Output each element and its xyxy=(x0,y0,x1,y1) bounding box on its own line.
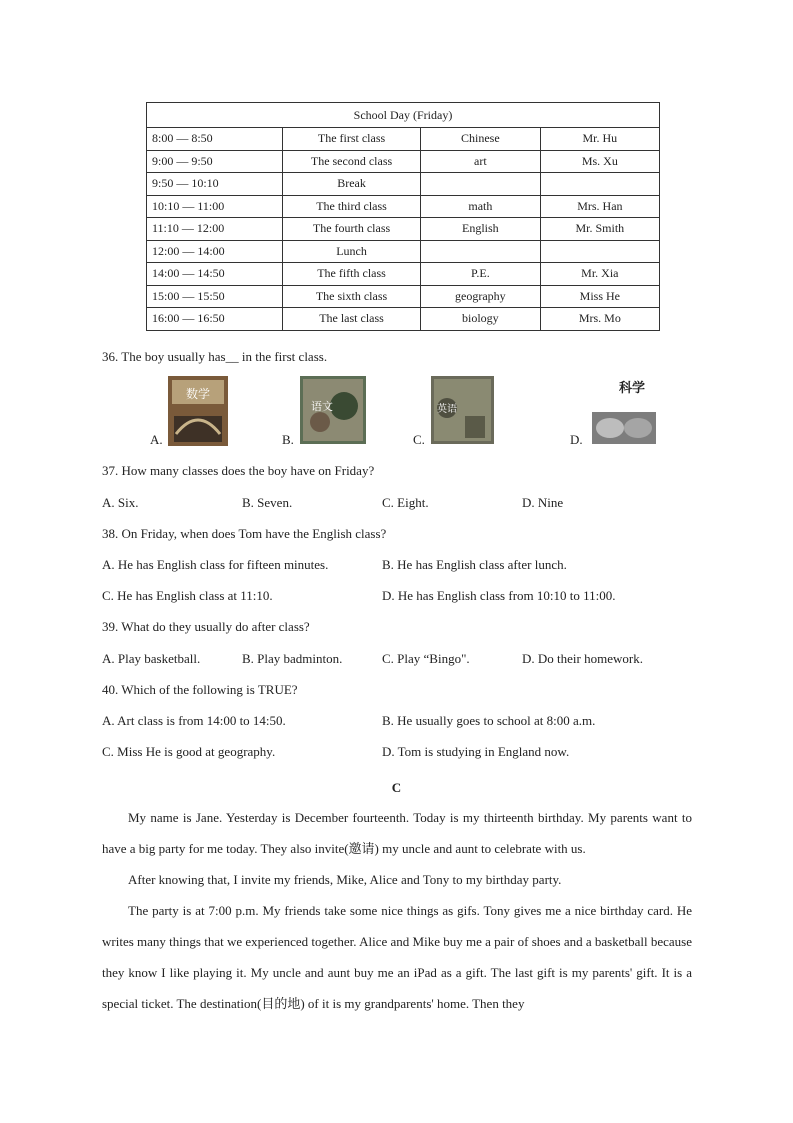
schedule-class-cell: Lunch xyxy=(283,240,421,263)
schedule-class-cell: The fourth class xyxy=(283,218,421,241)
schedule-class-cell: The first class xyxy=(283,128,421,151)
q38-option-c[interactable]: C. He has English class at 11:10. xyxy=(102,588,273,603)
q40-option-a[interactable]: A. Art class is from 14:00 to 14:50. xyxy=(102,713,286,728)
schedule-subject-cell: biology xyxy=(421,308,541,331)
schedule-subject-cell xyxy=(421,240,541,263)
schedule-row xyxy=(147,240,660,263)
schedule-time-cell: 9:50 — 10:10 xyxy=(147,173,283,196)
schedule-teacher-cell: Mr. Smith xyxy=(540,218,659,241)
section-c-heading: C xyxy=(391,780,402,795)
option-d-label: D. xyxy=(570,432,583,447)
option-c-label: C. xyxy=(413,432,425,447)
question-40: 40. Which of the following is TRUE? xyxy=(102,682,298,697)
english-book-cover-icon xyxy=(431,376,494,444)
schedule-teacher-cell: Mr. Xia xyxy=(540,263,659,286)
schedule-subject-cell: Chinese xyxy=(421,128,541,151)
schedule-row xyxy=(147,218,660,241)
schedule-teacher-cell xyxy=(540,173,659,196)
schedule-teacher-cell: Mrs. Han xyxy=(540,195,659,218)
passage-paragraph-3: The party is at 7:00 p.m. My friends take some nice things as gifs. Tony gives me a nice birthday card. He writes many things that we experienced together. Alice and Mike buy me a pair of shoes and a basketball because they know I like playing it. My uncle and aunt buy me an iPad as a gift. The last gift is my parents' gift. It is a special ticket. The destination(目的地) of it is my grandparents' home. Then they xyxy=(102,903,692,1011)
q40-option-b[interactable]: B. He usually goes to school at 8:00 a.m. xyxy=(382,713,596,728)
q37-option-a[interactable]: A. Six. xyxy=(102,495,139,510)
chinese-book-title: 语文 xyxy=(311,400,333,413)
schedule-time-cell: 11:10 — 12:00 xyxy=(147,218,283,241)
schedule-teacher-cell xyxy=(540,240,659,263)
q38-option-d[interactable]: D. He has English class from 10:10 to 11:00. xyxy=(382,588,616,603)
q39-option-c[interactable]: C. Play “Bingo". xyxy=(382,651,470,666)
schedule-class-cell: The sixth class xyxy=(283,285,421,308)
option-a-label: A. xyxy=(150,432,163,447)
question-37: 37. How many classes does the boy have on Friday? xyxy=(102,463,375,478)
schedule-class-cell: The fifth class xyxy=(283,263,421,286)
schedule-class-cell: The last class xyxy=(283,308,421,331)
schedule-time-cell: 8:00 — 8:50 xyxy=(147,128,283,151)
chinese-book-cover-icon xyxy=(300,376,366,444)
q40-option-c[interactable]: C. Miss He is good at geography. xyxy=(102,744,276,759)
science-book-cover-icon xyxy=(590,376,656,444)
schedule-subject-cell xyxy=(421,173,541,196)
schedule-class-cell: The second class xyxy=(283,150,421,173)
schedule-time-cell: 12:00 — 14:00 xyxy=(147,240,283,263)
math-book-cover-icon xyxy=(168,376,228,446)
schedule-row xyxy=(147,263,660,286)
schedule-row xyxy=(147,308,660,331)
science-book-title: 科学 xyxy=(618,381,646,396)
schedule-teacher-cell: Mr. Hu xyxy=(540,128,659,151)
schedule-teacher-cell: Miss He xyxy=(540,285,659,308)
schedule-time-cell: 16:00 — 16:50 xyxy=(147,308,283,331)
schedule-row xyxy=(147,173,660,196)
schedule-time-cell: 10:10 — 11:00 xyxy=(147,195,283,218)
schedule-subject-cell: math xyxy=(421,195,541,218)
q37-option-b[interactable]: B. Seven. xyxy=(242,495,293,510)
schedule-time-cell: 9:00 — 9:50 xyxy=(147,150,283,173)
q40-option-d[interactable]: D. Tom is studying in England now. xyxy=(382,744,570,759)
q39-option-d[interactable]: D. Do their homework. xyxy=(522,651,643,666)
question-38: 38. On Friday, when does Tom have the English class? xyxy=(102,526,387,541)
q39-option-a[interactable]: A. Play basketball. xyxy=(102,651,201,666)
schedule-teacher-cell: Mrs. Mo xyxy=(540,308,659,331)
book-options xyxy=(150,376,670,446)
q39-option-b[interactable]: B. Play badminton. xyxy=(242,651,343,666)
schedule-class-cell: The third class xyxy=(283,195,421,218)
q37-option-c[interactable]: C. Eight. xyxy=(382,495,429,510)
schedule-body xyxy=(147,128,660,331)
q37-option-d[interactable]: D. Nine xyxy=(522,495,564,510)
schedule-subject-cell: art xyxy=(421,150,541,173)
schedule-class-cell: Break xyxy=(283,173,421,196)
schedule-teacher-cell: Ms. Xu xyxy=(540,150,659,173)
q38-option-a[interactable]: A. He has English class for fifteen minutes. xyxy=(102,557,329,572)
schedule-table xyxy=(146,102,660,331)
question-39: 39. What do they usually do after class? xyxy=(102,619,310,634)
passage-paragraph-1: My name is Jane. Yesterday is December fourteenth. Today is my thirteenth birthday. My parents want to have a big party for me today. They also invite(邀请) my uncle and aunt to celebrate with us. xyxy=(102,810,692,856)
english-book-title: 英语 xyxy=(437,404,457,415)
math-book-title: 数学 xyxy=(185,387,211,401)
schedule-row xyxy=(147,195,660,218)
question-36: 36. The boy usually has__ in the first class. xyxy=(102,349,328,364)
schedule-subject-cell: English xyxy=(421,218,541,241)
schedule-row xyxy=(147,285,660,308)
schedule-subject-cell: geography xyxy=(421,285,541,308)
q38-option-b[interactable]: B. He has English class after lunch. xyxy=(382,557,567,572)
schedule-time-cell: 14:00 — 14:50 xyxy=(147,263,283,286)
schedule-row xyxy=(147,128,660,151)
schedule-row xyxy=(147,150,660,173)
schedule-time-cell: 15:00 — 15:50 xyxy=(147,285,283,308)
option-b-label: B. xyxy=(282,432,294,447)
schedule-subject-cell: P.E. xyxy=(421,263,541,286)
passage-paragraph-2: After knowing that, I invite my friends, Mike, Alice and Tony to my birthday party. xyxy=(128,872,562,887)
schedule-title: School Day (Friday) xyxy=(147,103,660,128)
